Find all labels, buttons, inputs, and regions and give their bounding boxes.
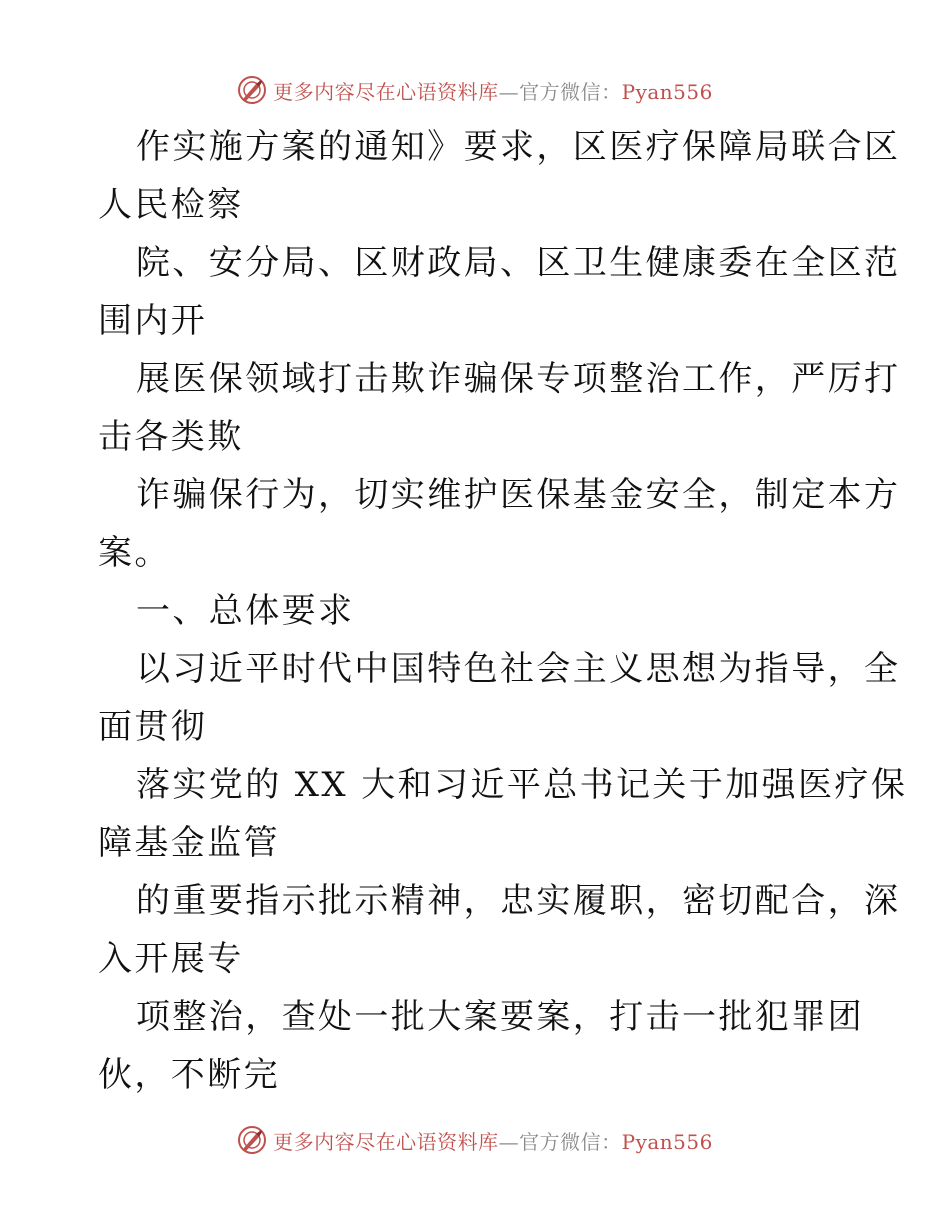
watermark-text: 更多内容尽在心语资料库—官方微信：Pyan556: [273, 1129, 713, 1154]
paragraph: 的重要指示批示精神，忠实履职，密切配合，深 入开展专: [98, 881, 901, 979]
pen-nib-logo-icon: [237, 1125, 267, 1155]
footer-watermark: [0, 1120, 950, 1160]
watermark-text: 更多内容尽在心语资料库—官方微信：Pyan556: [273, 79, 713, 104]
header-watermark: [0, 70, 950, 110]
paragraph: 作实施方案的通知》要求，区医疗保障局联合区 人民检察: [98, 127, 901, 225]
paragraph: 展医保领域打击欺诈骗保专项整治工作，严厉打 击各类欺: [98, 359, 901, 457]
paragraph: 落实党的 XX 大和习近平总书记关于加强医疗保 障基金监管: [98, 765, 908, 863]
pen-nib-logo-icon: [237, 75, 267, 105]
paragraph: 以习近平时代中国特色社会主义思想为指导，全 面贯彻: [98, 649, 901, 747]
paragraph: 院、安分局、区财政局、区卫生健康委在全区范 围内开: [98, 243, 901, 341]
section-heading: 一、总体要求: [136, 591, 355, 631]
paragraph: 项整治，查处一批大案要案，打击一批犯罪团 伙，不断完: [98, 997, 864, 1095]
paragraph: 诈骗保行为，切实维护医保基金安全，制定本方 案。: [98, 475, 901, 573]
document-body: [98, 118, 908, 1104]
